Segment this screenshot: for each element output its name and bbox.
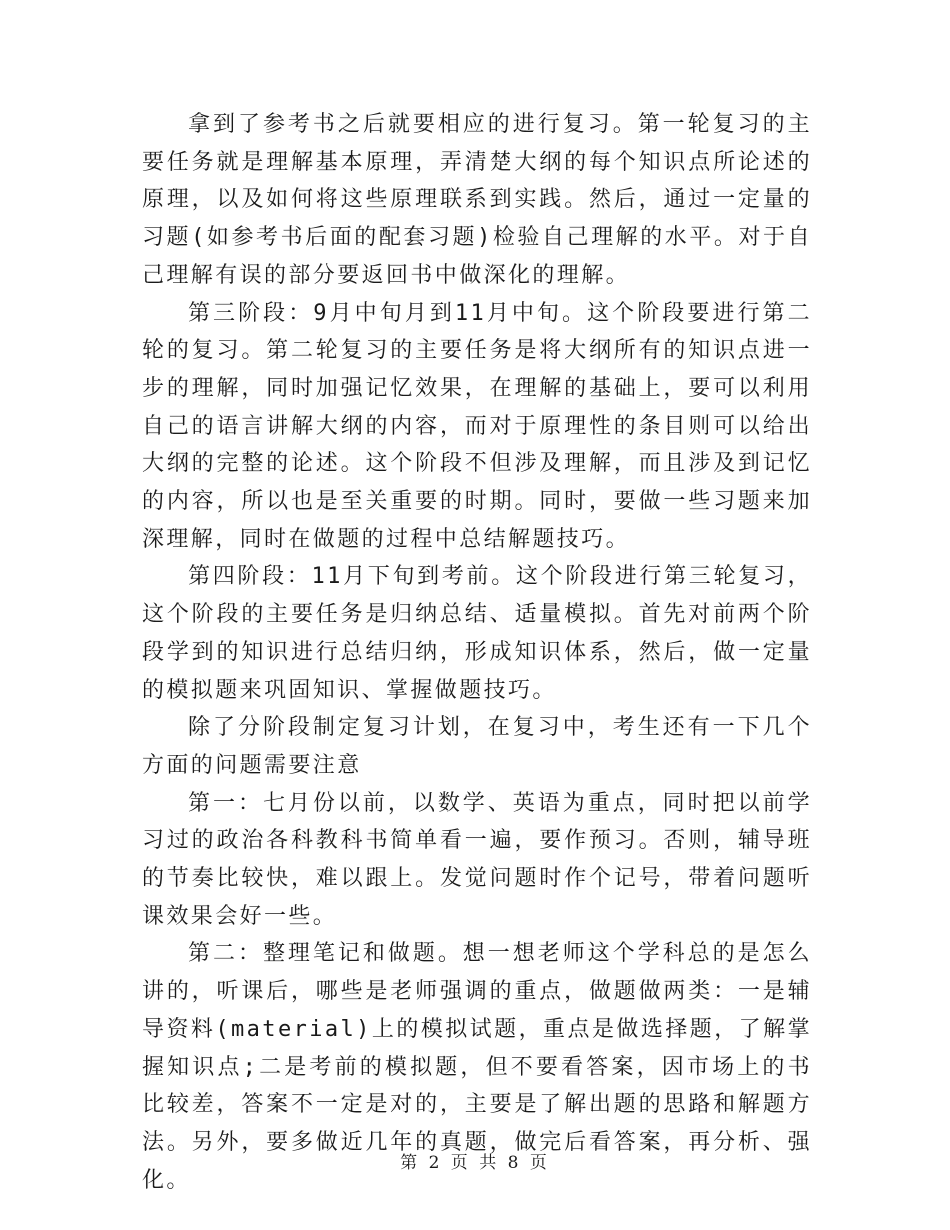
- paragraph-notes-intro: 除了分阶段制定复习计划，在复习中，考生还有一下几个方面的问题需要注意: [142, 715, 812, 778]
- paragraph-point-one: 第一：七月份以前，以数学、英语为重点，同时把以前学习过的政治各科教科书简单看一遍，要作预习。否则，辅导班的节奏比较快，难以跟上。发觉问题时作个记号，带着问题听课效果会好一些。: [142, 790, 812, 929]
- paragraph-stage-three: 第三阶段：9月中旬月到11月中旬。这个阶段要进行第二轮的复习。第二轮复习的主要任务是将大纲所有的知识点进一步的理解，同时加强记忆效果，在理解的基础上，要可以利用自己的语言讲解大纲的内容，而对于原理性的条目则可以给出大纲的完整的论述。这个阶段不但涉及理解，而且涉及到记忆的内容，所以也是至关重要的时期。同时，要做一些习题来加深理解，同时在做题的过程中总结解题技巧。: [142, 300, 812, 552]
- document-body: [142, 106, 812, 1199]
- paragraph-review-first-round: 拿到了参考书之后就要相应的进行复习。第一轮复习的主要任务就是理解基本原理，弄清楚大纲的每个知识点所论述的原理，以及如何将这些原理联系到实践。然后，通过一定量的习题(如参考书后面的配套习题)检验自己理解的水平。对于自己理解有误的部分要返回书中做深化的理解。: [142, 112, 812, 288]
- page-number-footer: 第 2 页 共 8 页: [400, 1153, 550, 1173]
- paragraph-stage-four: 第四阶段：11月下旬到考前。这个阶段进行第三轮复习，这个阶段的主要任务是归纳总结、适量模拟。首先对前两个阶段学到的知识进行总结归纳，形成知识体系，然后，做一定量的模拟题来巩固知识、掌握做题技巧。: [142, 564, 812, 703]
- paragraph-point-two: 第二：整理笔记和做题。想一想老师这个学科总的是怎么讲的，听课后，哪些是老师强调的重点，做题做两类：一是辅导资料(material)上的模拟试题，重点是做选择题，了解掌握知识点;二是考前的模拟题，但不要看答案，因市场上的书比较差，答案不一定是对的，主要是了解出题的思路和解题方法。另外，要多做近几年的真题，做完后看答案，再分析、强化。: [142, 941, 812, 1193]
